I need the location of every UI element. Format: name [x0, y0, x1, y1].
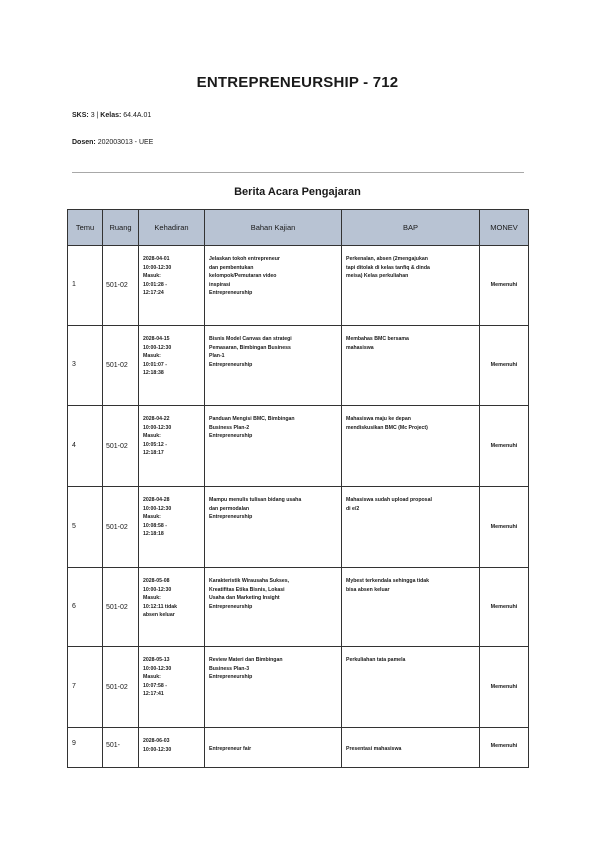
- cell-bahan-kajian: [205, 647, 342, 728]
- table-row: [68, 406, 529, 487]
- cell-bap-line: Mahasiswa sudah upload proposal: [346, 497, 432, 503]
- cell-bap: [342, 647, 480, 728]
- cell-bahan-kajian: [205, 406, 342, 487]
- cell-kehadiran: [139, 728, 205, 768]
- table-body: [68, 246, 529, 768]
- cell-kehadiran-line: Masuk:: [143, 674, 161, 681]
- kelas-value: 64.4A.01: [123, 112, 152, 119]
- cell-bap: [342, 487, 480, 568]
- cell-bap-line: mendiskusikan BMC (Mc Project): [346, 424, 428, 431]
- cell-monev: Memenuhi: [480, 647, 529, 728]
- cell-kehadiran: [139, 647, 205, 728]
- cell-bahan-kajian: [205, 568, 342, 647]
- cell-kehadiran-line: 10:01:28 -: [143, 281, 167, 288]
- cell-ruang: 501-02: [103, 487, 139, 568]
- cell-bahan-kajian-line: dan permodalan: [209, 505, 250, 512]
- cell-monev: Memenuhi: [480, 487, 529, 568]
- cell-bahan-kajian-line: Jelaskan tokoh entrepreneur: [209, 256, 280, 262]
- cell-kehadiran-line: 12:18:38: [143, 370, 164, 377]
- cell-bahan-kajian-line: Bisnis Model Canvas dan strategi: [209, 336, 292, 342]
- cell-bap-line: Mybest terkendala sehingga tidak: [346, 578, 430, 584]
- cell-temu: 1: [68, 246, 103, 326]
- cell-kehadiran-line: absen keluar: [143, 612, 175, 619]
- cell-kehadiran-line: 10:00-12:30: [143, 264, 172, 271]
- cell-bap: [342, 246, 480, 326]
- cell-temu: 5: [68, 487, 103, 568]
- cell-bahan-kajian-line: Entrepreneurship: [209, 514, 253, 521]
- cell-kehadiran-line: 12:18:17: [143, 450, 164, 457]
- column-header-bap: BAP: [342, 210, 480, 246]
- cell-bap-line: Membahas BMC bersama: [346, 336, 409, 342]
- cell-kehadiran-line: 2028-04-15: [143, 336, 170, 342]
- course-meta: [72, 112, 151, 119]
- cell-bahan-kajian-line: Panduan Mengisi BMC, Bimbingan: [209, 416, 295, 422]
- cell-kehadiran-line: Masuk:: [143, 353, 161, 360]
- section-title: Berita Acara Pengajaran: [234, 186, 361, 198]
- cell-bahan-kajian-line: Business Plan-3: [209, 665, 250, 672]
- cell-bap: [342, 568, 480, 647]
- cell-bahan-kajian-line: Entrepreneurship: [209, 433, 253, 440]
- cell-kehadiran: [139, 406, 205, 487]
- cell-bahan-kajian-line: kelompok/Pemutaran video: [209, 273, 277, 280]
- cell-kehadiran-line: 12:17:24: [143, 290, 164, 297]
- cell-bahan-kajian-line: Entrepreneurship: [209, 361, 253, 368]
- cell-bap-line: Perkuliahan tata pamela: [346, 657, 406, 663]
- cell-kehadiran-line: 12:18:18: [143, 531, 164, 538]
- table-header-row: [68, 210, 529, 246]
- sks-value: 3 |: [90, 112, 99, 119]
- cell-bahan-kajian-line: dan pembentukan: [209, 264, 254, 271]
- cell-ruang: 501-02: [103, 326, 139, 406]
- cell-ruang: 501-02: [103, 568, 139, 647]
- cell-bahan-kajian-line: Entrepreneurship: [209, 290, 253, 297]
- sks-label: SKS:: [72, 112, 89, 119]
- cell-bahan-kajian-line: Entrepreneur fair: [209, 746, 252, 752]
- cell-bap-line: Mahasiswa maju ke depan: [346, 416, 411, 422]
- cell-kehadiran: [139, 568, 205, 647]
- column-header-monev: MONEV: [480, 210, 529, 246]
- cell-bahan-kajian-line: Kreatifitas Etika Bisnis, Lokasi: [209, 586, 285, 593]
- column-header-kehadiran: Kehadiran: [139, 210, 205, 246]
- cell-temu: 6: [68, 568, 103, 647]
- column-header-ruang: Ruang: [103, 210, 139, 246]
- kelas-label: Kelas:: [100, 112, 122, 119]
- cell-kehadiran-line: 10:00-12:30: [143, 665, 172, 672]
- table-row: [68, 728, 529, 768]
- cell-ruang: 501-02: [103, 406, 139, 487]
- cell-kehadiran: [139, 326, 205, 406]
- cell-kehadiran-line: Masuk:: [143, 514, 161, 521]
- cell-bahan-kajian-line: Usaha dan Marketing Insight: [209, 595, 280, 602]
- cell-kehadiran-line: 10:00-12:30: [143, 746, 172, 753]
- cell-temu: 3: [68, 326, 103, 406]
- cell-kehadiran-line: 10:00-12:30: [143, 586, 172, 593]
- cell-monev: Memenuhi: [480, 326, 529, 406]
- cell-bahan-kajian: [205, 487, 342, 568]
- bap-table: [67, 209, 529, 768]
- cell-kehadiran-line: Masuk:: [143, 273, 161, 280]
- cell-kehadiran: [139, 487, 205, 568]
- cell-temu: 4: [68, 406, 103, 487]
- column-header-bahan-kajian: Bahan Kajian: [205, 210, 342, 246]
- table-row: [68, 487, 529, 568]
- cell-temu: 9: [68, 728, 103, 768]
- cell-kehadiran-line: Masuk:: [143, 433, 161, 440]
- divider: [72, 172, 524, 173]
- cell-ruang: 501-02: [103, 647, 139, 728]
- cell-kehadiran-line: 10:00-12:30: [143, 344, 172, 351]
- cell-kehadiran-line: 2028-06-03: [143, 738, 170, 744]
- cell-kehadiran-line: 10:05:12 -: [143, 441, 167, 448]
- cell-bahan-kajian-line: Review Materi dan Bimbingan: [209, 657, 283, 663]
- cell-bahan-kajian-line: Plan-1: [209, 353, 225, 360]
- cell-kehadiran-line: 2028-04-22: [143, 416, 170, 422]
- dosen-value: 202003013 - UEE: [97, 139, 154, 146]
- cell-bap-line: Perkenalan, absen (2mengajukan: [346, 256, 428, 262]
- cell-bahan-kajian-line: Business Plan-2: [209, 424, 250, 431]
- cell-bahan-kajian-line: Karakteristik Wirausaha Sukses,: [209, 578, 290, 584]
- cell-kehadiran-line: 10:00-12:30: [143, 424, 172, 431]
- cell-ruang: 501-: [103, 728, 139, 768]
- cell-bahan-kajian-line: Entrepreneurship: [209, 674, 253, 681]
- cell-bap-line: meisa) Kelas perkuliahan: [346, 273, 409, 280]
- cell-bahan-kajian: [205, 728, 342, 768]
- cell-kehadiran-line: 2028-04-01: [143, 256, 170, 262]
- cell-kehadiran-line: 10:07:58 -: [143, 682, 167, 689]
- cell-kehadiran: [139, 246, 205, 326]
- cell-bahan-kajian-line: Mampu menulis tulisan bidang usaha: [209, 497, 302, 503]
- course-title: ENTREPRENEURSHIP - 712: [196, 74, 399, 91]
- cell-bap-line: mahasiswa: [346, 344, 374, 351]
- cell-bap-line: bisa absen keluar: [346, 586, 390, 593]
- cell-bahan-kajian: [205, 326, 342, 406]
- lecturer-meta: [72, 139, 153, 146]
- cell-bap: [342, 406, 480, 487]
- cell-kehadiran-line: 10:00-12:30: [143, 505, 172, 512]
- cell-kehadiran-line: 10:12:11 tidak: [143, 603, 178, 610]
- cell-kehadiran-line: 2028-05-08: [143, 578, 170, 584]
- cell-bap-line: Presentasi mahasiswa: [346, 746, 402, 752]
- cell-ruang: 501-02: [103, 246, 139, 326]
- cell-bap-line: tapi ditolak di kelas tanfiq & dinda: [346, 264, 430, 271]
- table-row: [68, 568, 529, 647]
- cell-temu: 7: [68, 647, 103, 728]
- cell-kehadiran-line: Masuk:: [143, 595, 161, 602]
- cell-kehadiran-line: 2028-04-28: [143, 497, 170, 503]
- cell-bahan-kajian: [205, 246, 342, 326]
- cell-bahan-kajian-line: inspirasi: [209, 281, 231, 288]
- cell-monev: Memenuhi: [480, 568, 529, 647]
- table-row: [68, 246, 529, 326]
- table-row: [68, 326, 529, 406]
- cell-bap: [342, 728, 480, 768]
- cell-kehadiran-line: 10:08:58 -: [143, 522, 167, 529]
- cell-kehadiran-line: 2028-05-13: [143, 657, 170, 663]
- cell-bahan-kajian-line: Pemasaran, Bimbingan Business: [209, 344, 291, 351]
- cell-bap: [342, 326, 480, 406]
- cell-kehadiran-line: 12:17:41: [143, 691, 164, 698]
- table-row: [68, 647, 529, 728]
- column-header-temu: Temu: [68, 210, 103, 246]
- dosen-label: Dosen:: [72, 139, 96, 146]
- cell-monev: Memenuhi: [480, 728, 529, 768]
- cell-monev: Memenuhi: [480, 406, 529, 487]
- cell-monev: Memenuhi: [480, 246, 529, 326]
- cell-bap-line: di e/2: [346, 505, 360, 512]
- cell-bahan-kajian-line: Entrepreneurship: [209, 603, 253, 610]
- cell-kehadiran-line: 10:01:07 -: [143, 361, 167, 368]
